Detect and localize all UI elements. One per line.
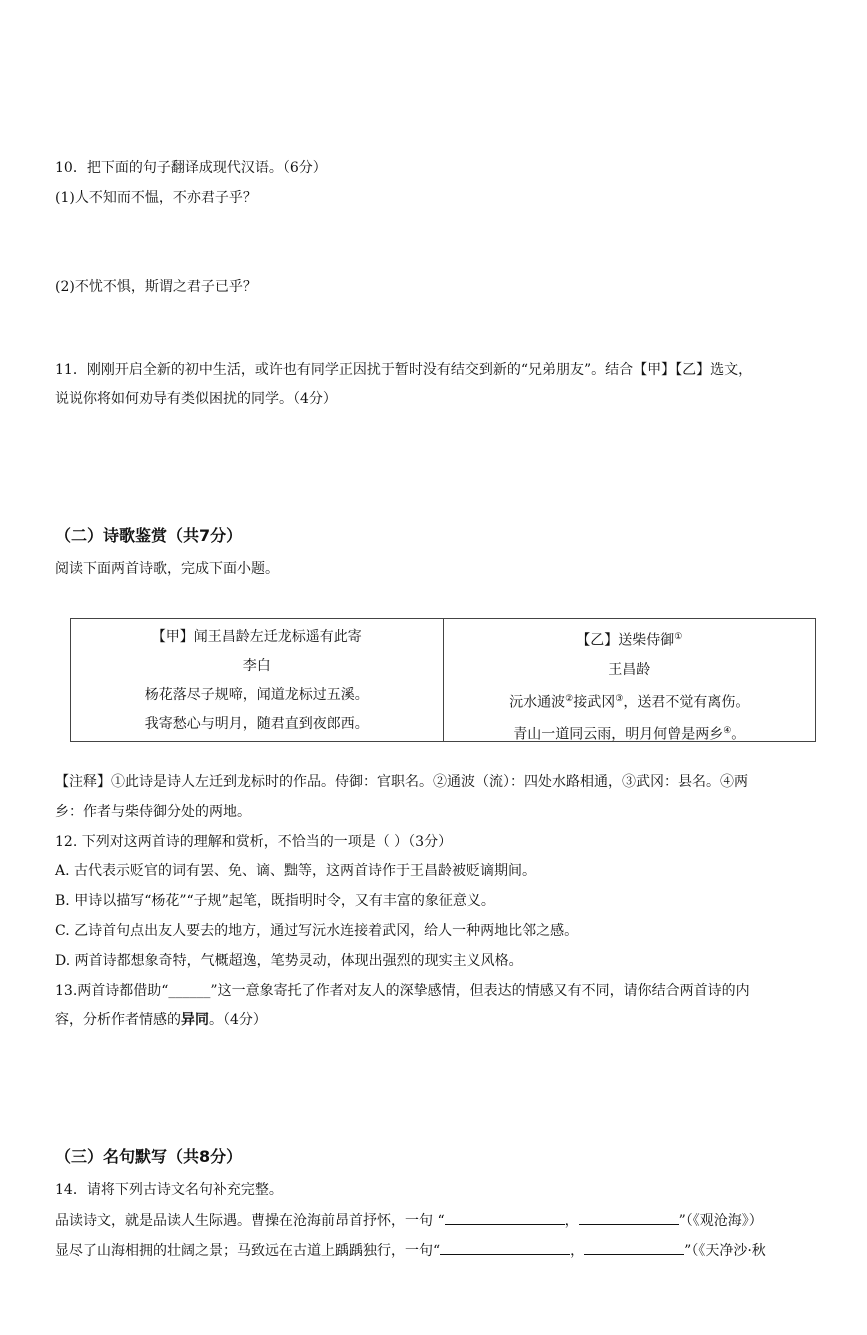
poem-b-line-1-part: 沅水通波 xyxy=(509,694,566,711)
q13-line-1 xyxy=(55,981,750,1001)
q14-line-1 xyxy=(55,1210,763,1231)
q14-text: 品读诗文，就是品读人生际遇。曹操在沧海前昂首抒怀，一句 “ xyxy=(55,1213,445,1229)
notes-line-1: 【注释】①此诗是诗人左迁到龙标时的作品。侍御：官职名。②通波（流）：四处水路相通，③武冈：县名。④两 xyxy=(55,774,748,790)
poem-b-line-2 xyxy=(513,717,745,750)
poem-b xyxy=(443,619,816,741)
q14-text: ”（《观沧海》） xyxy=(678,1213,763,1229)
poem-b-line-1 xyxy=(509,685,749,718)
poem-a-line-2: 我寄愁心与明月，随君直到夜郎西。 xyxy=(144,716,369,732)
q13-line-2 xyxy=(55,1010,267,1030)
q14-stem: 14．请将下列古诗文名句补充完整。 xyxy=(55,1182,283,1198)
q13-text: 13.两首诗都借助“ xyxy=(55,983,169,999)
poem-a xyxy=(71,619,443,741)
notes-line-2: 乡：作者与柴侍御分处的两地。 xyxy=(55,804,251,820)
q14-blank-4 xyxy=(584,1240,684,1255)
q13-blank: ______ xyxy=(168,983,211,999)
q13-text: 。（4分） xyxy=(209,1012,267,1028)
footnote-mark: ② xyxy=(565,693,574,704)
footnote-mark: ③ xyxy=(615,693,624,704)
poem-b-title-text: 【乙】送柴侍御 xyxy=(576,632,675,649)
poem-b-line-2-part: 。 xyxy=(731,726,746,743)
poem-b-line-2-part: 青山一道同云雨，明月何曾是两乡 xyxy=(513,726,724,743)
q10-sentence-2: (2)不忧不惧，斯谓之君子已乎？ xyxy=(55,279,257,295)
q14-text: 显尽了山海相拥的壮阔之景；马致远在古道上踽踽独行，一句“ xyxy=(55,1243,441,1259)
poem-a-line-1: 杨花落尽子规啼，闻道龙标过五溪。 xyxy=(144,687,369,703)
section-heading-poetry: （二）诗歌鉴赏（共7分） xyxy=(55,526,243,545)
q12-option-b: B. 甲诗以描写“杨花”“子规”起笔，既指明时令，又有丰富的象征意义。 xyxy=(55,893,495,909)
q13-text: ”这一意象寄托了作者对友人的深挚感情，但表达的情感又有不同，请你结合两首诗的内 xyxy=(210,983,750,999)
footnote-mark: ④ xyxy=(723,726,732,737)
q14-blank-3 xyxy=(440,1240,570,1255)
footnote-mark: ① xyxy=(674,632,683,642)
poem-a-author: 李白 xyxy=(242,658,271,674)
q14-text: ， xyxy=(570,1243,585,1259)
q11-line-1: 11．刚刚开启全新的初中生活，或许也有同学正因扰于暂时没有结交到新的“兄弟朋友”。结合【甲】【乙】选文， xyxy=(55,362,753,378)
q13-emphasis: 异同 xyxy=(181,1012,209,1028)
q12-stem: 12. 下列对这两首诗的理解和赏析，不恰当的一项是（ ）（3分） xyxy=(55,834,453,850)
poem-a-title: 【甲】闻王昌龄左迁龙标遥有此寄 xyxy=(151,629,362,645)
q11-line-2: 说说你将如何劝导有类似困扰的同学。（4分） xyxy=(55,391,337,407)
q14-text: ， xyxy=(564,1213,579,1229)
q14-blank-1 xyxy=(445,1210,565,1225)
q14-line-2 xyxy=(55,1240,766,1261)
poetry-intro: 阅读下面两首诗歌，完成下面小题。 xyxy=(55,561,279,577)
poem-b-title xyxy=(576,623,682,656)
q10-sentence-1: (1)人不知而不愠，不亦君子乎？ xyxy=(55,190,257,206)
q14-blank-2 xyxy=(579,1210,679,1225)
q12-option-a: A. 古代表示贬官的词有罢、免、谪、黜等，这两首诗作于王昌龄被贬谪期间。 xyxy=(55,863,537,879)
poem-b-line-1-part: ，送君不觉有离伤。 xyxy=(623,694,750,711)
poem-table xyxy=(70,618,816,742)
q10-stem: 10．把下面的句子翻译成现代汉语。（6分） xyxy=(55,160,327,176)
q12-option-c: C. 乙诗首句点出友人要去的地方，通过写沅水连接着武冈，给人一种两地比邻之感。 xyxy=(55,923,579,939)
poem-b-line-1-part: 接武冈 xyxy=(573,694,616,711)
poem-b-author: 王昌龄 xyxy=(608,661,651,678)
q13-text: 容，分析作者情感的 xyxy=(55,1012,181,1028)
section-heading-quotations: （三）名句默写（共8分） xyxy=(55,1147,243,1166)
q12-option-d: D. 两首诗都想象奇特，气概超逸，笔势灵动，体现出强烈的现实主义风格。 xyxy=(55,953,523,969)
q14-text: ”（《天净沙·秋 xyxy=(684,1243,766,1259)
